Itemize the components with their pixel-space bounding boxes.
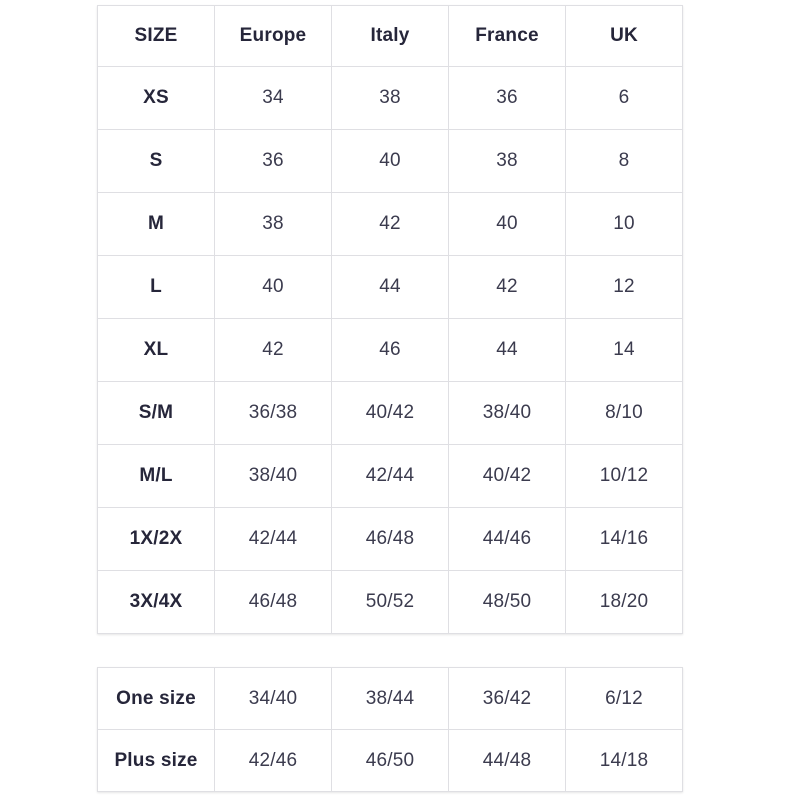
data-cell: 46/48 bbox=[215, 571, 332, 634]
table-row-3x-4x bbox=[98, 571, 683, 634]
row-label-cell: S bbox=[98, 130, 215, 193]
data-cell: 44 bbox=[332, 256, 449, 319]
row-label-cell: M bbox=[98, 193, 215, 256]
data-cell: 44/46 bbox=[449, 508, 566, 571]
data-cell: 46 bbox=[332, 319, 449, 382]
data-cell: 12 bbox=[566, 256, 683, 319]
data-cell: 44/48 bbox=[449, 730, 566, 792]
header-cell-size: SIZE bbox=[98, 6, 215, 67]
data-cell: 14/18 bbox=[566, 730, 683, 792]
data-cell: 42/46 bbox=[215, 730, 332, 792]
table-row-m bbox=[98, 193, 683, 256]
header-row bbox=[98, 6, 683, 67]
data-cell: 36/42 bbox=[449, 668, 566, 730]
table-row-s-m bbox=[98, 382, 683, 445]
data-cell: 46/50 bbox=[332, 730, 449, 792]
data-cell: 14/16 bbox=[566, 508, 683, 571]
data-cell: 10/12 bbox=[566, 445, 683, 508]
row-label-cell: Plus size bbox=[98, 730, 215, 792]
data-cell: 36 bbox=[215, 130, 332, 193]
data-cell: 14 bbox=[566, 319, 683, 382]
data-cell: 38/44 bbox=[332, 668, 449, 730]
data-cell: 42 bbox=[332, 193, 449, 256]
row-label-cell: S/M bbox=[98, 382, 215, 445]
size-conversion-table bbox=[97, 5, 683, 634]
data-cell: 40 bbox=[449, 193, 566, 256]
data-cell: 38 bbox=[332, 67, 449, 130]
header-cell-europe: Europe bbox=[215, 6, 332, 67]
table-row-one-size bbox=[98, 668, 683, 730]
header-cell-france: France bbox=[449, 6, 566, 67]
table-row-s bbox=[98, 130, 683, 193]
data-cell: 42/44 bbox=[332, 445, 449, 508]
data-cell: 42 bbox=[215, 319, 332, 382]
row-label-cell: One size bbox=[98, 668, 215, 730]
data-cell: 48/50 bbox=[449, 571, 566, 634]
data-cell: 40 bbox=[215, 256, 332, 319]
table-row-l bbox=[98, 256, 683, 319]
data-cell: 44 bbox=[449, 319, 566, 382]
data-cell: 8/10 bbox=[566, 382, 683, 445]
row-label-cell: M/L bbox=[98, 445, 215, 508]
row-label-cell: L bbox=[98, 256, 215, 319]
data-cell: 50/52 bbox=[332, 571, 449, 634]
data-cell: 34/40 bbox=[215, 668, 332, 730]
data-cell: 38/40 bbox=[449, 382, 566, 445]
data-cell: 10 bbox=[566, 193, 683, 256]
one-size-plus-size-table bbox=[97, 667, 683, 792]
header-cell-uk: UK bbox=[566, 6, 683, 67]
data-cell: 42 bbox=[449, 256, 566, 319]
data-cell: 34 bbox=[215, 67, 332, 130]
data-cell: 18/20 bbox=[566, 571, 683, 634]
data-cell: 6 bbox=[566, 67, 683, 130]
data-cell: 40/42 bbox=[332, 382, 449, 445]
data-cell: 38 bbox=[449, 130, 566, 193]
data-cell: 40/42 bbox=[449, 445, 566, 508]
row-label-cell: XL bbox=[98, 319, 215, 382]
data-cell: 36 bbox=[449, 67, 566, 130]
data-cell: 38/40 bbox=[215, 445, 332, 508]
table-row-m-l bbox=[98, 445, 683, 508]
table-row-1x-2x bbox=[98, 508, 683, 571]
row-label-cell: XS bbox=[98, 67, 215, 130]
table-row-xl bbox=[98, 319, 683, 382]
data-cell: 38 bbox=[215, 193, 332, 256]
data-cell: 40 bbox=[332, 130, 449, 193]
row-label-cell: 1X/2X bbox=[98, 508, 215, 571]
data-cell: 36/38 bbox=[215, 382, 332, 445]
data-cell: 42/44 bbox=[215, 508, 332, 571]
header-cell-italy: Italy bbox=[332, 6, 449, 67]
data-cell: 46/48 bbox=[332, 508, 449, 571]
table-row-plus-size bbox=[98, 730, 683, 792]
data-cell: 6/12 bbox=[566, 668, 683, 730]
row-label-cell: 3X/4X bbox=[98, 571, 215, 634]
table-row-xs bbox=[98, 67, 683, 130]
data-cell: 8 bbox=[566, 130, 683, 193]
